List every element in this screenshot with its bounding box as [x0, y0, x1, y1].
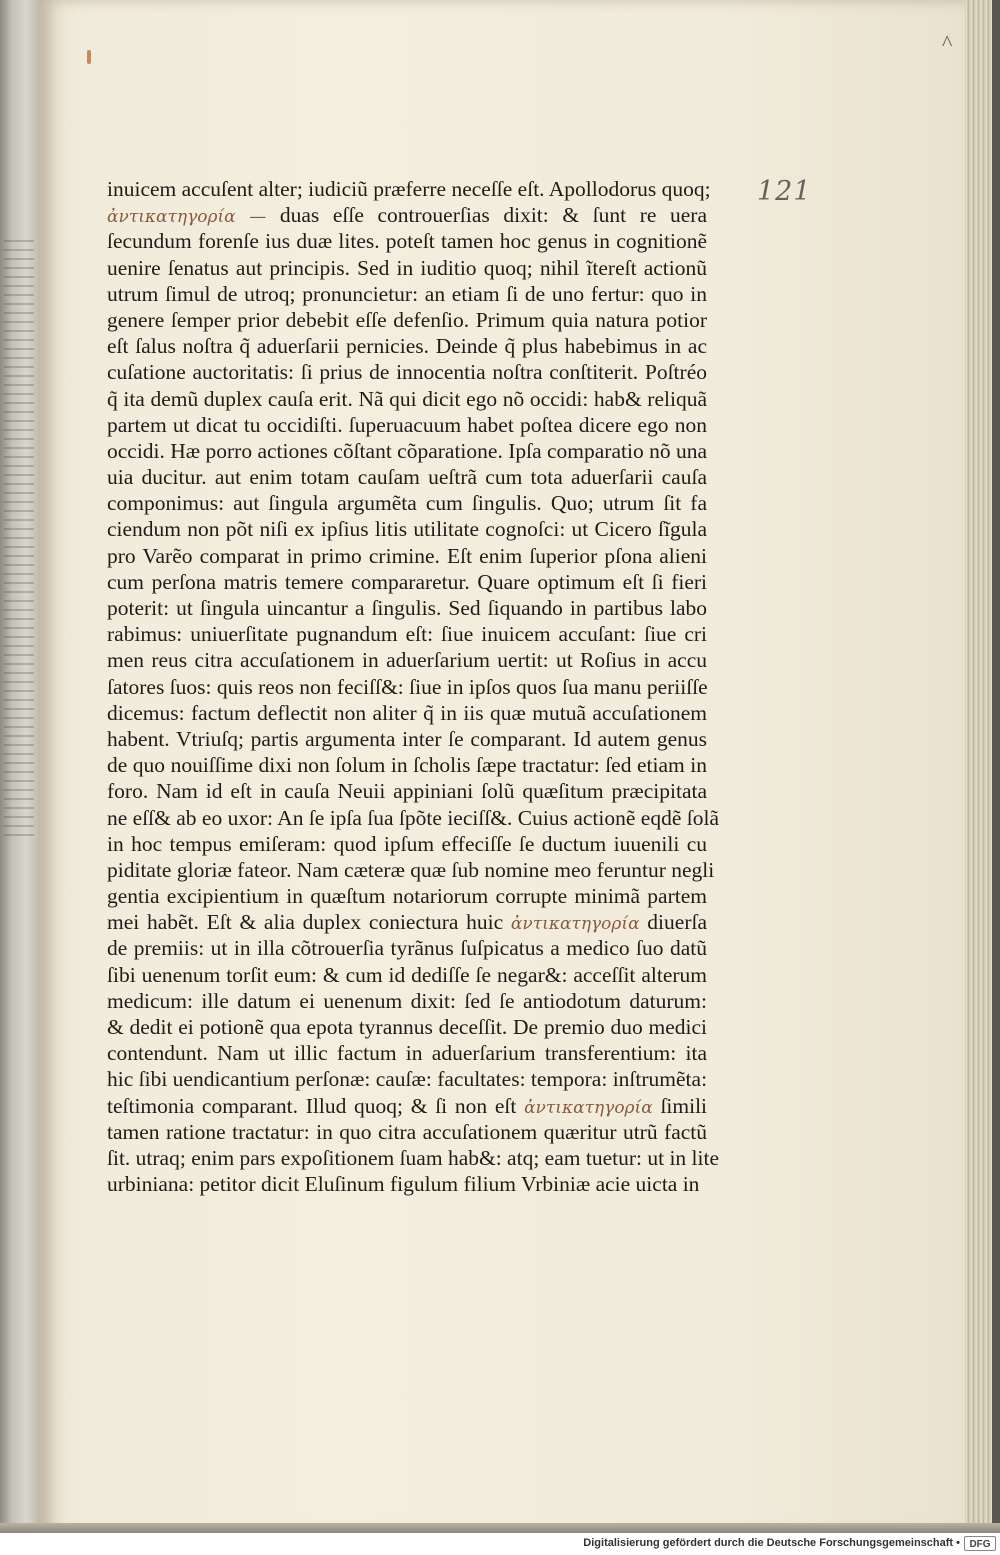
text-line: utrum ſimul de utroq; pronuncietur: an etiam ſi de uno fertur: quo in — [107, 281, 707, 306]
text-line: foro. Nam id eſt in cauſa Neuii appiniani ſolũ quæſitum præcipitata — [107, 779, 707, 804]
text-segment: mei habẽt. Eſt & alia duplex coniectura huic — [107, 910, 504, 935]
text-line: piditate gloriæ fateor. Nam cæteræ quæ ſub nomine meo feruntur negli — [107, 857, 715, 882]
text-line: genere ſemper prior debebit eſſe defenſio. Primum quia natura potior — [107, 307, 707, 332]
text-line: urbiniana: petitor dicit Eluſinum figulum filium Vrbiniæ acie uicta in — [107, 1172, 700, 1197]
text-line: gentia excipientium in quæſtum notariorum corrupte minimã partem — [107, 884, 707, 909]
text-line — [107, 909, 707, 935]
text-line: ſit. utraq; enim pars expoſitionem ſuam hab&: atq; eam tuetur: ut in lite — [107, 1145, 720, 1170]
text-line: habent. Vtriuſq; partis argumenta inter ſe comparant. Id autem genus — [107, 726, 707, 751]
text-line: cuſatione auctoritatis: ſi prius de innocentia noſtra conſtiterit. Poſtréo — [107, 360, 707, 385]
handwritten-greek-gloss: ἀντικατηγορία — [510, 914, 640, 935]
funding-notice: Digitalisierung gefördert durch die Deutsche Forschungsgemeinschaft • — [583, 1537, 960, 1549]
text-line: contendunt. Nam ut illic factum in aduerſarium transferentium: ita — [107, 1041, 707, 1066]
text-line: ne eſſ& ab eo uxor: An ſe ipſa ſua ſpõte ieciſſ&. Cuius actionẽ eqdẽ ſolã — [107, 805, 719, 830]
text-segment: duas eſſe controuerſias dixit: & ſunt re uera — [279, 203, 707, 228]
text-line: rabimus: uniuerſitate pugnandum eſt: ſiue inuicem accuſant: ſiue cri — [107, 622, 707, 647]
page-stack-edge — [965, 0, 1000, 1533]
handwritten-greek-gloss: ἀντικατηγορία — [524, 1097, 653, 1118]
text-line: ciendum non põt niſi ex ipſius litis utilitate cognoſci: ut Cicero ſĩgula — [107, 517, 707, 542]
dfg-logo: DFG — [964, 1536, 996, 1551]
text-line — [107, 1093, 707, 1119]
text-line: uia ducitur. aut enim totam cauſam ueſtrã cum tota aduerſarii cauſa — [107, 465, 707, 490]
text-line: cum perſona matris temere compararetur. Quare optimum eſt ſi fieri — [107, 569, 707, 594]
text-line: ſibi uenenum torſit eum: & cum id dediſſe ſe negar&: acceſſit alterum — [107, 962, 707, 987]
handwritten-greek-gloss: ἀντικατηγορία — — [107, 207, 267, 228]
text-segment: diuerſa — [647, 910, 707, 935]
text-line: componimus: aut ſingula argumẽta cum ſingulis. Quo; utrum ſit fa — [107, 491, 707, 516]
text-line: medicum: ille datum ei uenenum dixit: ſed ſe antiodotum daturum: — [107, 988, 707, 1013]
text-line: dicemus: factum deflectit non aliter q̃ in iis quæ mutuã accuſationem — [107, 700, 707, 725]
text-line: de premiis: ut in illa cõtrouerſia tyrãnus ſuſpicatus a medico ſuo datũ — [107, 936, 707, 961]
text-line: ſatores ſuos: quis reos non feciſſ&: ſiue in ipſos quos ſua manu periiſſe — [107, 674, 708, 699]
corner-mark: ^ — [942, 30, 953, 55]
text-line — [107, 202, 707, 228]
bottom-gutter — [0, 1523, 1000, 1533]
handwritten-folio-number: 121 — [757, 176, 812, 207]
text-line: de quo nouiſſime dixi non ſolum in ſcholis ſæpe tractatur: ſed etiam in — [107, 753, 707, 778]
text-line: ſecundum forenſe ius duæ lites. poteſt tamen hoc genus in cognitionẽ — [107, 229, 707, 254]
text-line: in hoc tempus emiſeram: quod ipſum effeciſſe ſe ductum iuuenili cu — [107, 831, 707, 856]
text-line: q̃ ita demũ duplex cauſa erit. Nã qui dicit ego nõ occidi: hab& reliquã — [107, 386, 707, 411]
main-text-block — [107, 176, 720, 1197]
margin-tick-mark — [87, 50, 91, 64]
text-segment: ſimili — [660, 1093, 708, 1118]
text-line: & dedit ei potionẽ qua epota tyrannus deceſſit. De premio duo medici — [107, 1015, 707, 1039]
text-segment: teſtimonia comparant. Illud quoq; & ſi non eſt — [107, 1093, 517, 1118]
text-line: poterit: ut ſingula uincantur a ſingulis. Sed ſiquando in partibus labo — [107, 596, 707, 620]
text-line: men reus citra accuſationem in aduerſarium uertit: ut Roſius in accu — [107, 648, 707, 673]
text-line: hic ſibi uendicantium perſonæ: cauſæ: facultates: tempora: inſtrumẽta: — [107, 1067, 708, 1092]
text-line: pro Varẽo comparat in primo crimine. Eſt enim ſuperior pſona alieni — [107, 543, 707, 568]
footer-bar — [0, 1533, 1000, 1555]
text-line: uenire ſenatus aut principis. Sed in iuditio quoq; nihil ĩtereſt actionũ — [107, 255, 707, 280]
text-line: eſt ſalus noſtra q̃ aduerſarii pernicies. Deinde q̃ plus habebimus in ac — [107, 334, 707, 359]
text-line: occidi. Hæ porro actiones cõſtant cõparatione. Ipſa comparatio nõ una — [107, 438, 707, 463]
text-line: tamen ratione tractatur: in quo citra accuſationem quæritur utrũ factũ — [107, 1119, 707, 1144]
text-line: inuicem accuſent alter; iudiciũ præferre neceſſe eſt. Apollodorus quoq; — [107, 177, 711, 201]
text-line: partem ut dicat tu occidiſti. ſuperuacuum habet poſtea dicere ego non — [107, 412, 707, 437]
